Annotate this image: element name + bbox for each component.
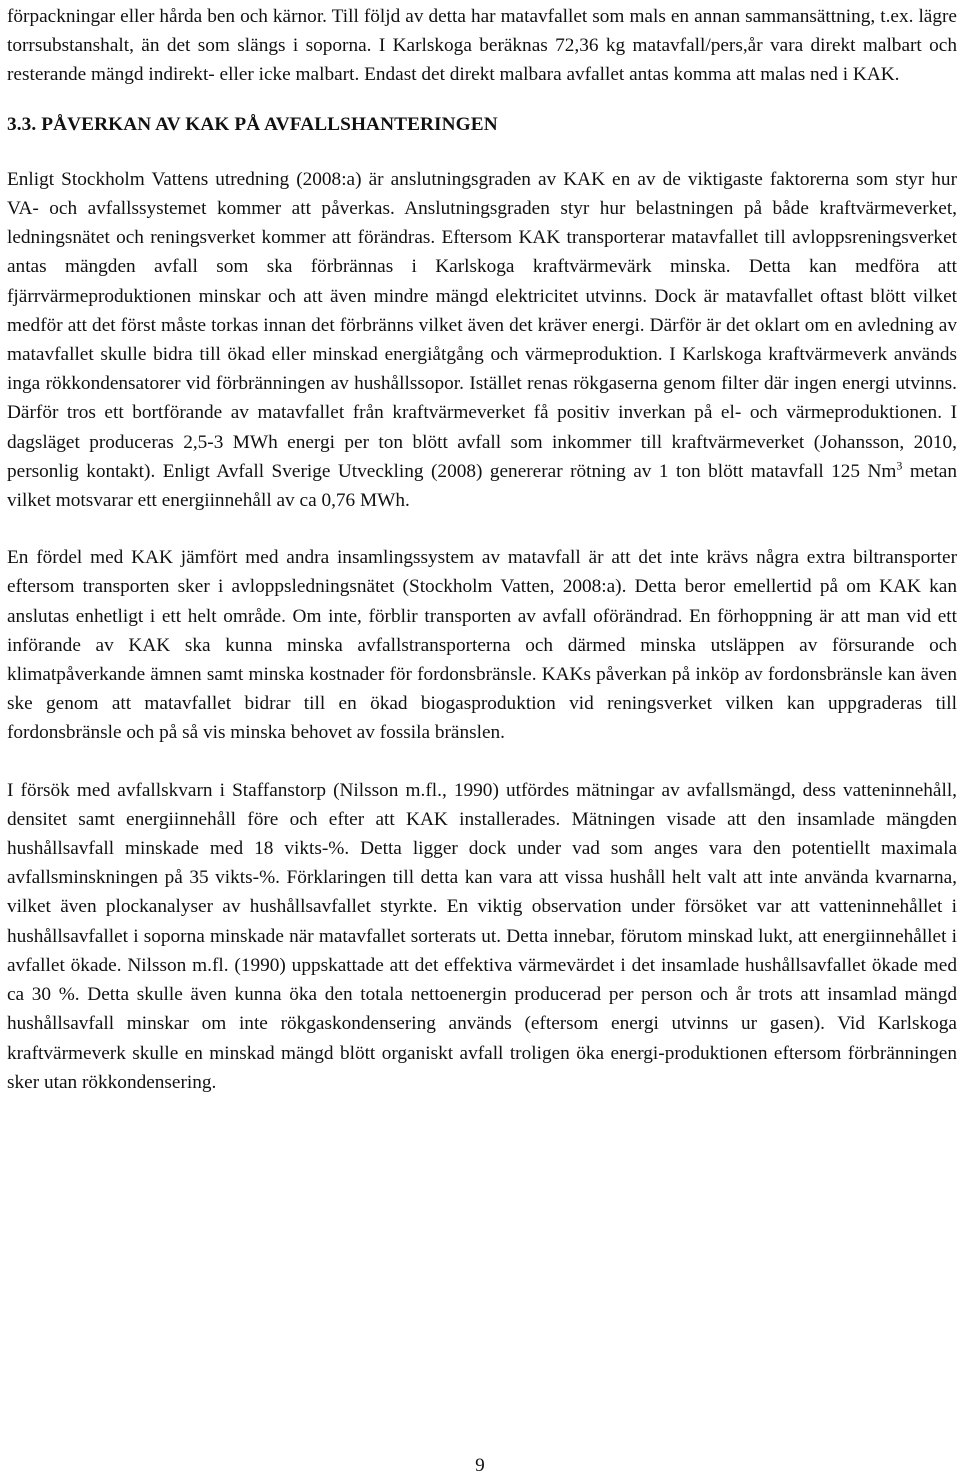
paragraph-1-text-end: metan vilket motsvarar ett energiinnehåll av ca 0,76 MWh. (7, 460, 957, 512)
paragraph-3: I försök med avfallskvarn i Staffanstorp (Nilsson m.fl., 1990) utfördes mätningar av avfallsmängd, dess vatteninnehåll, densitet samt energiinnehåll före och efter att KAK installerades. Mätningen visade att den insamlade mängden hushållsavfall minskade med 18 vikts-%. Detta ligger dock under vad som anges vara den potentiellt maximala avfallsminskningen på 35 vikts-%. Förklaringen till detta kan vara att vissa hushåll helt valt att inte använda kvarnarna, vilket även plockanalyser av hushållsavfallet styrkte. En viktig observation under försöket var att vatteninnehållet i hushållsavfallet i soporna minskade när matavfallet sorterats ut. Detta innebar, förutom minskad lukt, att energiinnehållet i avfallet ökade. Nilsson m.fl. (1990) uppskattade att det effektiva värmevärdet i det insamlade hushållsavfallet ökade med ca 30 %. Detta skulle även kunna öka den totala nettoenergin producerad per person och år trots att insamlad mängd hushållsavfall minskar om inte rökgaskondensering används (eftersom energi utvinns ur gasen). Vid Karlskoga kraftvärmeverk skulle en minskad mängd blött organiskt avfall troligen öka energi-produktionen eftersom förbränningen sker utan rökkondensering. (7, 779, 957, 1093)
intro-paragraph: förpackningar eller hårda ben och kärnor. Till följd av detta har matavfallet som mals en annan sammansättning, t.ex. lägre torrsubstanshalt, än det som slängs i soporna. I Karlskoga beräknas 72,36 kg matavfall/pers,år vara direkt malbart och resterande mängd indirekt- eller icke malbart. Endast det direkt malbara avfallet antas komma att malas ned i KAK. (7, 6, 957, 86)
section-heading: 3.3. PÅVERKAN AV KAK PÅ AVFALLSHANTERINGEN (7, 113, 498, 135)
document-page (7, 0, 957, 1097)
page-number: 9 (475, 1455, 485, 1476)
paragraph-1-text: Enligt Stockholm Vattens utredning (2008:a) är anslutningsgraden av KAK en av de viktigaste faktorerna som styr hur VA- och avfallssystemet kommer att påverkas. Anslutningsgraden styr hur belastningen på både kraftvärmeverket, ledningsnätet och reningsverket kommer att förändras. Eftersom KAK transporterar matavfallet till avloppsreningsverket antas mängden avfall som ska förbrännas i Karlskoga kraftvärmevärk minska. Detta kan medföra att fjärrvärmeproduktionen minskar och att även mindre mängd elektricitet utvinns. Dock är matavfallet oftast blött vilket medför att det först måste torkas innan det förbränns vilket även det kräver energi. Därför är det oklart om en avledning av matavfallet skulle bidra till ökad eller minskad energiåtgång och värmeproduktion. I Karlskoga kraftvärmeverk används inga rökkondensatorer vid förbränningen av hushållssopor. Istället renas rökgaserna genom filter där ingen energi utvinns. Därför tros ett bortförande av matavfallet från kraftvärmeverket få positiv inverkan på el- och värmeproduktionen. I dagsläget produceras 2,5-3 MWh energi per ton blött avfall som inkommer till kraftvärmeverket (Johansson, 2010, personlig kontakt). Enligt Avfall Sverige Utveckling (2008) genererar rötning av 1 ton blött matavfall 125 Nm (7, 168, 957, 482)
paragraph-1 (7, 165, 957, 515)
superscript: 3 (896, 458, 903, 473)
paragraph-2: En fördel med KAK jämfört med andra insamlingssystem av matavfall är att det inte krävs några extra biltransporter eftersom transporten sker i avloppsledningsnätet (Stockholm Vatten, 2008:a). Detta beror emellertid på om KAK kan anslutas enhetligt i ett helt område. Om inte, förblir transporten av avfall oförändrad. En förhoppning är att man vid ett införande av KAK ska kunna minska avfallstransporterna och därmed minska utsläppen av försurande och klimatpåverkande ämnen samt minska kostnader för fordonsbränsle. KAKs påverkan på inköp av fordonsbränsle kan även ske genom att matavfallet bidrar till en ökad biogasproduktion vid reningsverket vilken kan uppgraderas till fordonsbränsle och på så vis minska behovet av fossila bränslen. (7, 547, 957, 744)
